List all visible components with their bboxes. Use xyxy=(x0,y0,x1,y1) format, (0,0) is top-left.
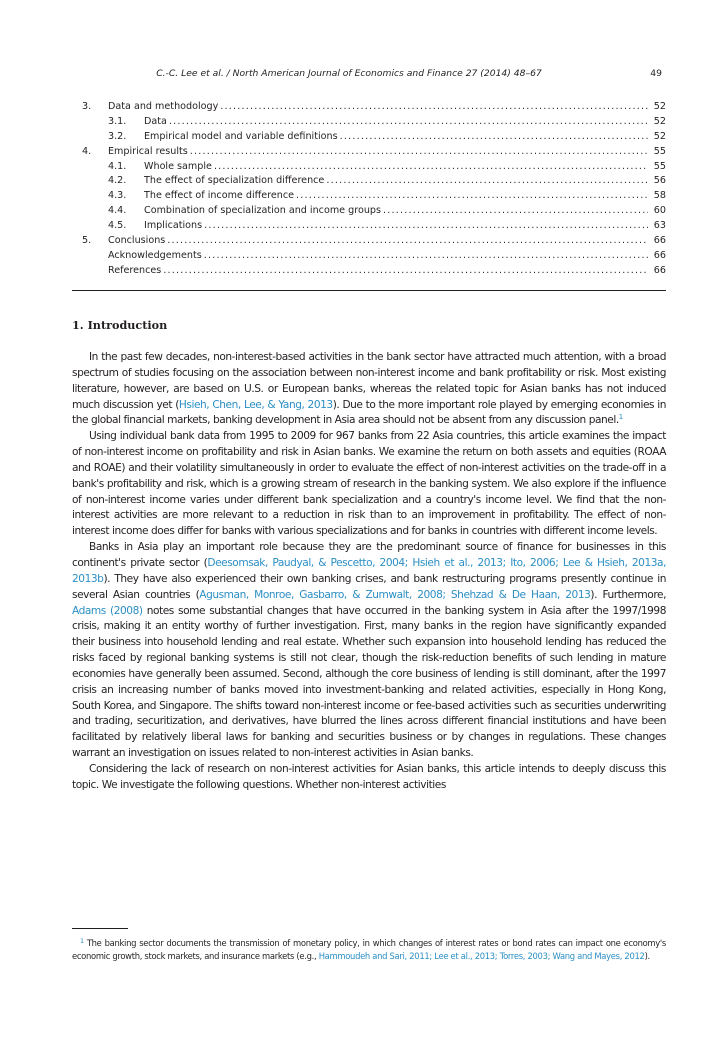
text-run: Banks in Asia play an important role because they are the predominant source of finance for businesses in this continent's private sector ( xyxy=(72,541,666,569)
toc-entry-number: 5. xyxy=(82,235,92,247)
toc-entry-title: The effect of income difference xyxy=(144,190,295,202)
toc-entry-number: 4.5. xyxy=(108,220,127,232)
toc-entry[interactable] xyxy=(82,204,666,219)
toc-entry-title: The effect of specialization difference xyxy=(144,175,325,187)
toc-entry-number: 4.3. xyxy=(108,190,127,202)
toc-entry-page: 58 xyxy=(653,190,666,202)
section-heading: 1. Introduction xyxy=(72,318,168,332)
text-run: Considering the lack of research on non-interest activities for Asian banks, this article intends to deeply discuss this topic. We investigate the following questions. Whether non-interest activities xyxy=(72,762,666,791)
toc-entry-title: Implications xyxy=(144,220,203,232)
toc-entry[interactable] xyxy=(82,189,666,204)
toc-entry-page: 56 xyxy=(653,175,666,187)
toc-leader-dots xyxy=(163,264,648,279)
toc-entry[interactable] xyxy=(82,174,666,189)
toc-entry[interactable] xyxy=(82,264,666,279)
toc-leader-dots xyxy=(204,249,648,264)
toc-entry-title: Combination of specialization and income groups xyxy=(144,205,381,217)
toc-entry-number: 4.2. xyxy=(108,175,127,187)
toc-leader-dots xyxy=(169,115,648,130)
text-run: In the past few decades, non-interest-based activities in the bank sector have attracted much attention, with a broad spectrum of studies focusing on the association between non-interest income and bank profitability or risk. Most existing literature, however, are based on U.S. or European banks, whereas the related topic for Asian banks has not induced much discussion yet ( xyxy=(72,351,666,411)
toc-entry-number: 4.4. xyxy=(108,205,127,217)
toc-entry[interactable] xyxy=(82,219,666,234)
toc-leader-dots xyxy=(296,189,648,204)
footnote xyxy=(72,937,666,964)
toc-entry-page: 55 xyxy=(653,145,666,157)
text-run: ). Furthermore, xyxy=(590,588,666,601)
toc-entry-number: 3.2. xyxy=(108,130,127,142)
toc-leader-dots xyxy=(167,234,648,249)
toc-entry-number: 4.1. xyxy=(108,160,127,172)
page-number: 49 xyxy=(650,68,662,79)
toc-entry[interactable] xyxy=(82,249,666,264)
toc-entry-page: 55 xyxy=(653,160,666,172)
toc-entry[interactable] xyxy=(82,130,666,145)
toc-entry-title: Empirical results xyxy=(108,145,188,157)
text-run: ). They have also experienced their own banking crises, and bank restructuring programs presently continue in several Asian countries ( xyxy=(72,572,666,601)
running-header xyxy=(72,68,666,82)
footnote-marker[interactable]: 1 xyxy=(618,413,623,422)
toc-entry-title: Acknowledgements xyxy=(108,249,202,261)
toc-leader-dots xyxy=(326,174,648,189)
toc-entry-page: 52 xyxy=(653,115,666,127)
text-run: Using individual bank data from 1995 to 2009 for 967 banks from 22 Asia countries, this article examines the impact of non-interest income on profitability and risk in Asian banks. We examine the return on both assets and equities (ROAA and ROAE) and their volatility simultaneously in order to evaluate the effect of non-interest activities on the trade-off in a bank's profitability and risk, which is a growing stream of research in the banking system. We also explore if the influence of non-interest income varies under different bank specialization and a country's income level. We find that the non-interest activities are more relevant to a reduction in risk than to an improvement in profitability. The effect of non-interest income does differ for banks with various specializations and for banks in countries with different income levels. xyxy=(72,430,666,538)
citation-link[interactable]: Hammoudeh and Sari, 2011; Lee et al., 2013; Torres, 2003; Wang and Mayes, 2012 xyxy=(318,951,645,962)
footnote-marker[interactable]: 1 xyxy=(80,937,84,945)
toc-entry-page: 66 xyxy=(653,264,666,276)
footnote-divider xyxy=(72,928,128,929)
toc-entry[interactable] xyxy=(82,115,666,130)
toc-entry-title: Conclusions xyxy=(108,235,166,247)
toc-entry-title: Data xyxy=(144,115,167,127)
toc-leader-dots xyxy=(204,219,648,234)
toc-entry[interactable] xyxy=(82,100,666,115)
body-paragraph xyxy=(72,350,666,429)
citation-link[interactable]: Hsieh, Chen, Lee, & Yang, 2013 xyxy=(178,398,333,411)
toc-entry[interactable] xyxy=(82,234,666,249)
body-paragraph xyxy=(72,429,666,540)
toc-entry[interactable] xyxy=(82,145,666,160)
body-paragraph xyxy=(72,762,666,794)
toc-entry-page: 66 xyxy=(653,249,666,261)
citation-link[interactable]: Deesomsak, Paudyal, & Pescetto, 2004; Hsieh et al., 2013; Ito, 2006; Lee & Hsieh, 2013a, 2013b xyxy=(72,556,667,585)
toc-entry-page: 63 xyxy=(653,220,666,232)
toc-entry-title: Data and methodology xyxy=(108,101,219,112)
text-run: notes some substantial changes that have occurred in the banking system in Asia after the 1997/1998 crisis, making it an entity worthy of further investigation. First, many banks in the region have significantly expanded their business into household lending and real estate. Whether such expansion into household lending has reduced the risks faced by regional banking systems is still not clear, though the risk-reduction benefits of such lending in mature economies have generally been assumed. Second, although the core business of lending is still dominant, after the 1997 crisis an increasing number of banks moved into investment-banking and related activities, especially in Hong Kong, South Korea, and Singapore. The shifts toward non-interest income or fee-based activities such as securities underwriting and trading, securitization, and derivatives, have blurred the lines across different financial institutions and have been facilitated by relatively liberal laws for banking and securities business or by changes in regulations. These changes warrant an investigation on issues related to non-interest activities in Asian banks. xyxy=(72,604,666,760)
body-paragraph xyxy=(72,540,666,762)
toc-entry-page: 52 xyxy=(653,130,666,142)
toc-entry-title: Empirical model and variable definitions xyxy=(144,130,338,142)
toc-leader-dots xyxy=(383,204,648,219)
running-title: C.-C. Lee et al. / North American Journal of Economics and Finance 27 (2014) 48–67 xyxy=(156,68,542,79)
body-text xyxy=(72,350,666,794)
toc-entry-page: 52 xyxy=(653,101,666,112)
toc-entry-title: References xyxy=(108,264,162,276)
toc-entry-number: 3. xyxy=(82,101,92,112)
toc-entry-number: 3.1. xyxy=(108,115,127,127)
text-run: The banking sector documents the transmission of monetary policy, in which changes of interest rates or bond rates can impact one economy's economic growth, stock markets, and insurance markets (e.g., xyxy=(72,938,666,962)
toc-divider xyxy=(72,290,666,291)
toc-entry-page: 66 xyxy=(653,235,666,247)
toc-entry-number: 4. xyxy=(82,145,92,157)
table-of-contents xyxy=(82,100,666,279)
toc-leader-dots xyxy=(214,160,648,175)
footnote-paragraph xyxy=(72,937,666,964)
toc-entry-page: 60 xyxy=(653,205,666,217)
toc-entry[interactable] xyxy=(82,160,666,175)
toc-leader-dots xyxy=(190,145,648,160)
citation-link[interactable]: Agusman, Monroe, Gasbarro, & Zumwalt, 2008; Shehzad & De Haan, 2013 xyxy=(199,588,591,601)
toc-leader-dots xyxy=(220,100,648,115)
text-run: ). xyxy=(644,951,650,962)
toc-entry-title: Whole sample xyxy=(144,160,212,172)
text-run: ). Due to the more important role played by emerging economies in the global financial markets, banking development in Asia area should not be absent from any discussion panel. xyxy=(72,398,666,427)
citation-link[interactable]: Adams (2008) xyxy=(72,604,143,617)
toc-leader-dots xyxy=(340,130,648,145)
